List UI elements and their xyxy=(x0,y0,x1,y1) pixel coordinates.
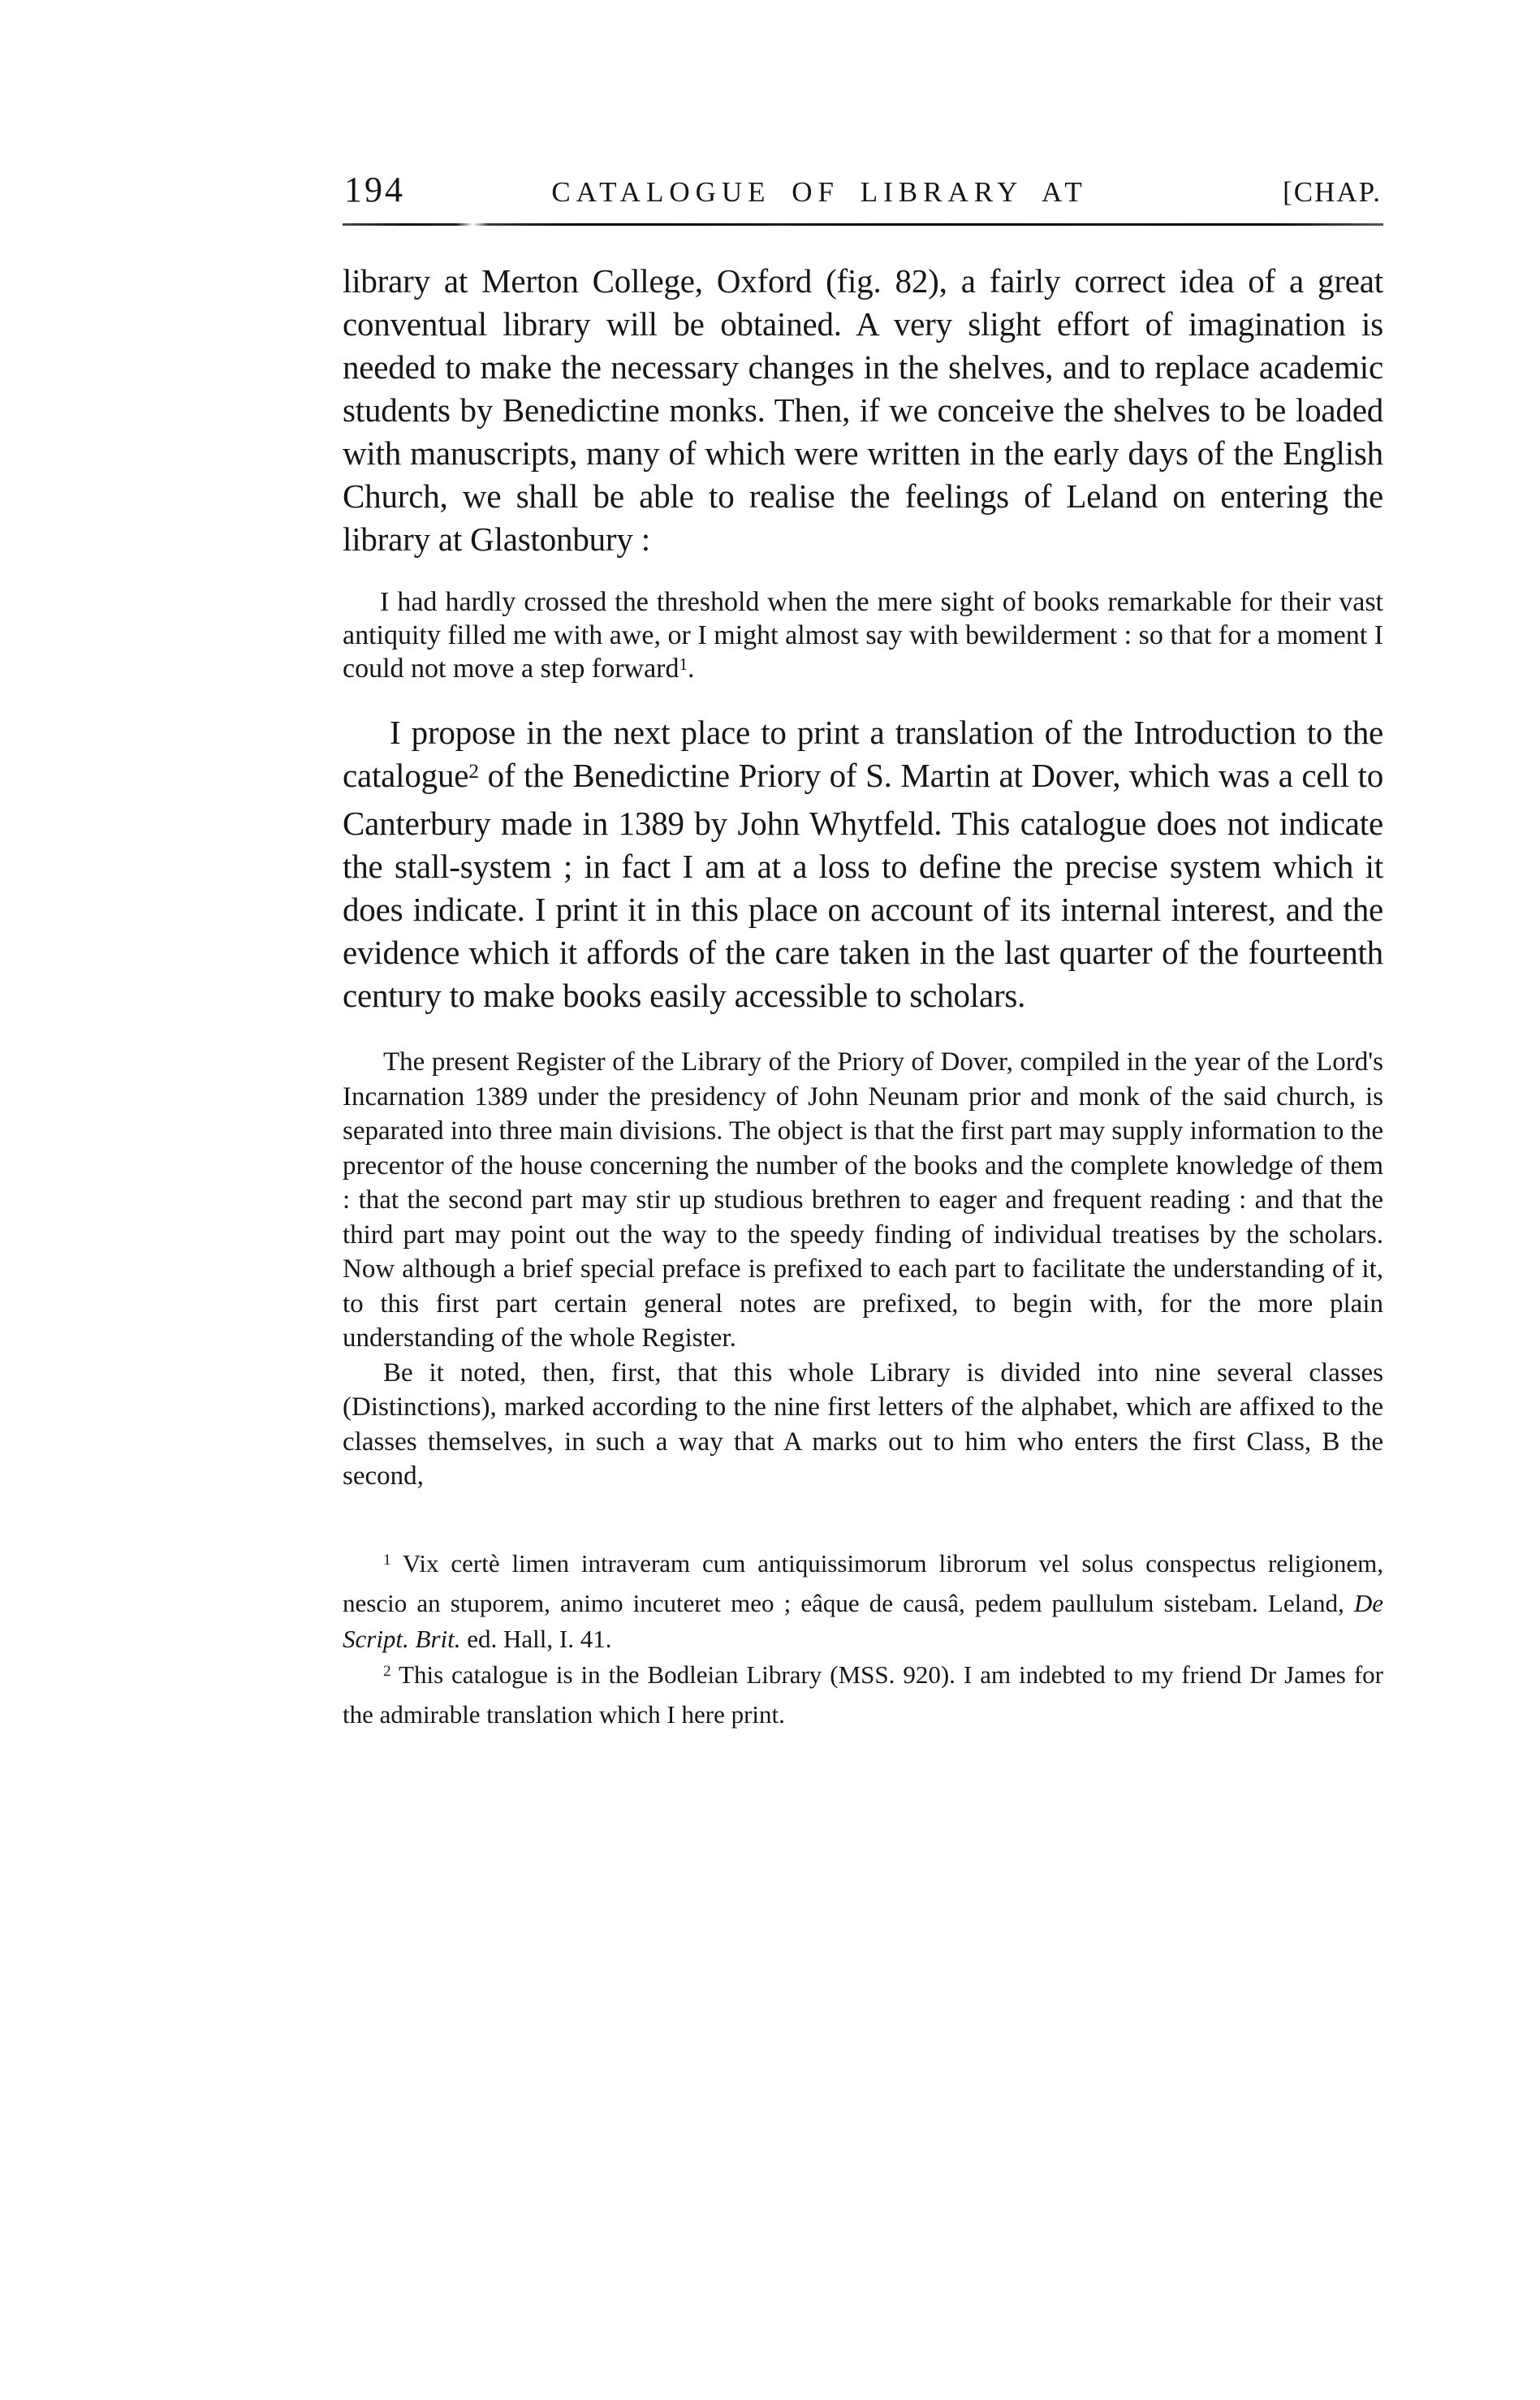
running-title: CATALOGUE OF LIBRARY AT xyxy=(551,176,1088,208)
running-header xyxy=(343,169,1383,210)
page-number: 194 xyxy=(344,170,405,209)
footnote-1-work-title: De Script. Brit. xyxy=(343,1588,1383,1653)
translation-paragraph-2 xyxy=(343,1356,1383,1494)
translation-paragraph-2-text: Be it noted, then, first, that this whole Library is divided into nine several classes (Distinctions), marked according to the nine first letters of the alphabet, which are affixed to the classes themselves, in such a way that A marks out to him who enters the first Class, B the second, xyxy=(343,1358,1383,1491)
translation-paragraph-1 xyxy=(343,1045,1383,1356)
header-rule xyxy=(343,223,1383,226)
footnote-1 xyxy=(343,1546,1383,1657)
dover-paragraph-text-post: of the Benedictine Priory of S. Martin at Dover, which was a cell to Canterbury made in 1389 by John Whytfeld. This catalogue does not indicate the stall-system ; in fact I am at a loss to define the precise system which it does indicate. I print it in this place on account of its internal interest, and the evidence which it affords of the care taken in the last quarter of the fourteenth century to make books easily accessible to scholars. xyxy=(343,757,1383,1014)
footnotes-section xyxy=(343,1546,1383,1733)
leland-quote-period: . xyxy=(688,654,695,684)
footnote-2-marker: 2 xyxy=(383,1662,391,1680)
opening-paragraph xyxy=(343,260,1383,561)
dover-paragraph xyxy=(343,711,1383,1017)
chapter-mark: [CHAP. xyxy=(1283,176,1382,208)
footnote-2 xyxy=(343,1657,1383,1733)
leland-quote-text: I had hardly crossed the threshold when the mere sight of books remarkable for their vast antiquity filled me with awe, or I might almost say with bewilderment : so that for a moment I could not move a step forward xyxy=(343,587,1383,684)
footnote-ref-1: 1 xyxy=(679,654,688,674)
footnote-1-text-pre: Vix certè limen intraveram cum antiquissimorum librorum vel solus conspectus religionem, nescio an stuporem, animo incuteret meo ; eâque de causâ, pedem paullulum sistebam. Leland, xyxy=(343,1548,1383,1617)
footnote-ref-2: 2 xyxy=(468,759,479,783)
leland-quote xyxy=(343,585,1383,688)
opening-paragraph-text: library at Merton College, Oxford (fig. 82), a fairly correct idea of a great conventual library will be obtained. A very slight effort of imagination is needed to make the necessary changes in the shelves, and to replace academic students by Benedictine monks. Then, if we conceive the shelves to be loaded with manuscripts, many of which were written in the early days of the English Church, we shall be able to realise the feelings of Leland on entering the library at Glastonbury : xyxy=(343,262,1383,558)
footnote-2-text: This catalogue is in the Bodleian Library (MSS. 920). I am indebted to my friend Dr James for the admirable translation which I here print. xyxy=(343,1660,1383,1729)
footnote-1-marker: 1 xyxy=(383,1551,391,1569)
text-block xyxy=(343,169,1383,1733)
dover-paragraph-text-pre: I propose in the next place to print a translation of the Introduction to the catalogue xyxy=(343,714,1383,794)
translation-paragraph-1-text: The present Register of the Library of the Priory of Dover, compiled in the year of the Lord's Incarnation 1389 under the presidency of John Neunam prior and monk of the said church, is separated into three main divisions. The object is that the first part may supply information to the precentor of the house concerning the number of the books and the complete knowledge of them : that the second part may stir up studious brethren to eager and frequent reading : and that the third part may point out the way to the speedy finding of individual treatises by the scholars. Now although a brief special preface is prefixed to each part to facilitate the understanding of it, to this first part certain general notes are prefixed, to begin with, for the more plain understanding of the whole Register. xyxy=(343,1047,1383,1353)
footnote-1-text-post: ed. Hall, I. 41. xyxy=(460,1624,612,1653)
